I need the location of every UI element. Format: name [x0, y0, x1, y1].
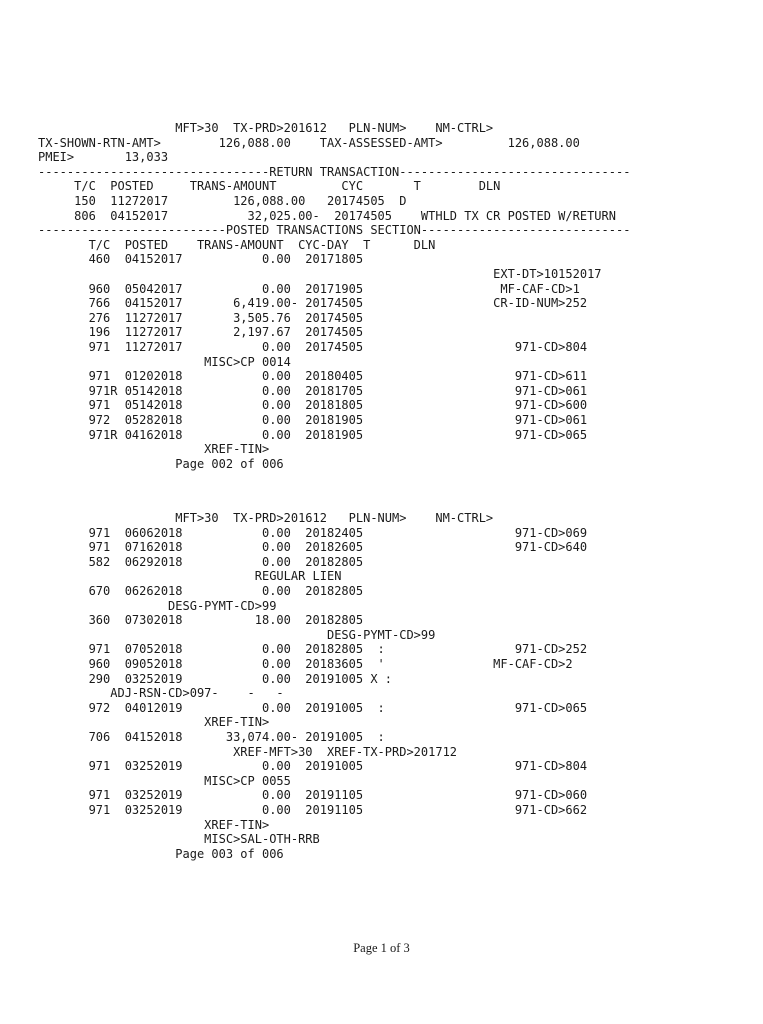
transcript-line: 971 11272017 0.00 20174505 971-CD>804 [38, 340, 588, 354]
transcript-line: 960 09052018 0.00 20183605 ' MF-CAF-CD>2 [38, 657, 573, 671]
transcript-line: 971 03252019 0.00 20191105 971-CD>060 [38, 788, 588, 803]
transcript-line: MFT>30 TX-PRD>201612 PLN-NUM> NM-CTRL> [38, 121, 494, 135]
transcript-line: --------------------------POSTED TRANSACTIONS SECTION----------------------------- [38, 223, 631, 238]
transcript-line: 150 11272017 126,088.00 20174505 D [38, 194, 407, 208]
transcript-line: T/C POSTED TRANS-AMOUNT CYC-DAY T DLN [38, 237, 436, 252]
transcript-line: 960 05042017 0.00 20171905 MF-CAF-CD>1 [38, 281, 580, 296]
transcript-line: 972 05282018 0.00 20181905 971-CD>061 [38, 413, 588, 427]
transcript-line: TX-SHOWN-RTN-AMT> 126,088.00 TAX-ASSESSED-AMT> 126,088.00 [38, 135, 580, 150]
transcript-line: DESG-PYMT-CD>99 [38, 598, 277, 613]
transcript-line: 670 06262018 0.00 20182805 [38, 584, 364, 598]
transcript-line: 290 03252019 0.00 20191005 X : [38, 671, 393, 686]
transcript-line: XREF-TIN> [38, 817, 270, 832]
transcript-line: MISC>SAL-OTH-RRB [38, 832, 320, 847]
transcript-line: 971 05142018 0.00 20181805 971-CD>600 [38, 398, 588, 413]
transcript-line: PMEI> 13,033 [38, 150, 169, 165]
transcript-line: Page 003 of 006 [38, 846, 284, 861]
transcript-line: XREF-TIN> [38, 442, 270, 457]
transcript-line: 971 06062018 0.00 20182405 971-CD>069 [38, 525, 588, 540]
transcript-line: 806 04152017 32,025.00- 20174505 WTHLD TX CR POSTED W/RETURN [38, 208, 616, 223]
transcript-line: 971 01202018 0.00 20180405 971-CD>611 [38, 369, 588, 384]
transcript-line: --------------------------------RETURN TRANSACTION-------------------------------- [38, 164, 631, 179]
transcript-line: 971R 05142018 0.00 20181705 971-CD>061 [38, 383, 588, 398]
transcript-line: 971 07162018 0.00 20182605 971-CD>640 [38, 540, 588, 555]
transcript-line: 971 03252019 0.00 20191005 971-CD>804 [38, 759, 588, 774]
page-footer: Page 1 of 3 [353, 941, 410, 955]
transcript-line: T/C POSTED TRANS-AMOUNT CYC T DLN [38, 179, 501, 194]
transcript-line: 360 07302018 18.00 20182805 [38, 613, 364, 628]
transcript-line: DESG-PYMT-CD>99 [38, 627, 436, 642]
transcript-line: 971 07052018 0.00 20182805 : 971-CD>252 [38, 642, 588, 657]
transcript-line: MISC>CP 0055 [38, 773, 291, 788]
transcript-line: MFT>30 TX-PRD>201612 PLN-NUM> NM-CTRL> [38, 511, 494, 525]
transcript-line: 706 04152018 33,074.00- 20191005 : [38, 730, 385, 744]
transcript-line: 582 06292018 0.00 20182805 [38, 554, 364, 569]
transcript-line: MISC>CP 0014 [38, 354, 291, 369]
transcript-line: REGULAR LIEN [38, 569, 342, 584]
transcript-line: 766 04152017 6,419.00- 20174505 CR-ID-NUM>252 [38, 296, 588, 311]
transcript-line: 276 11272017 3,505.76 20174505 [38, 310, 364, 325]
transcript-line: 972 04012019 0.00 20191005 : 971-CD>065 [38, 700, 588, 715]
transcript-line: Page 002 of 006 [38, 456, 284, 471]
transcript-line: EXT-DT>10152017 [38, 267, 602, 281]
transcript-line: 460 04152017 0.00 20171805 [38, 252, 364, 267]
transcript-line: 196 11272017 2,197.67 20174505 [38, 325, 364, 340]
transcript-line: 971 03252019 0.00 20191105 971-CD>662 [38, 803, 588, 817]
transcript-line: ADJ-RSN-CD>097- - - [38, 686, 284, 701]
transcript-line: 971R 04162018 0.00 20181905 971-CD>065 [38, 427, 588, 442]
transcript-line: XREF-TIN> [38, 715, 270, 730]
transcript-line: XREF-MFT>30 XREF-TX-PRD>201712 [38, 744, 458, 759]
